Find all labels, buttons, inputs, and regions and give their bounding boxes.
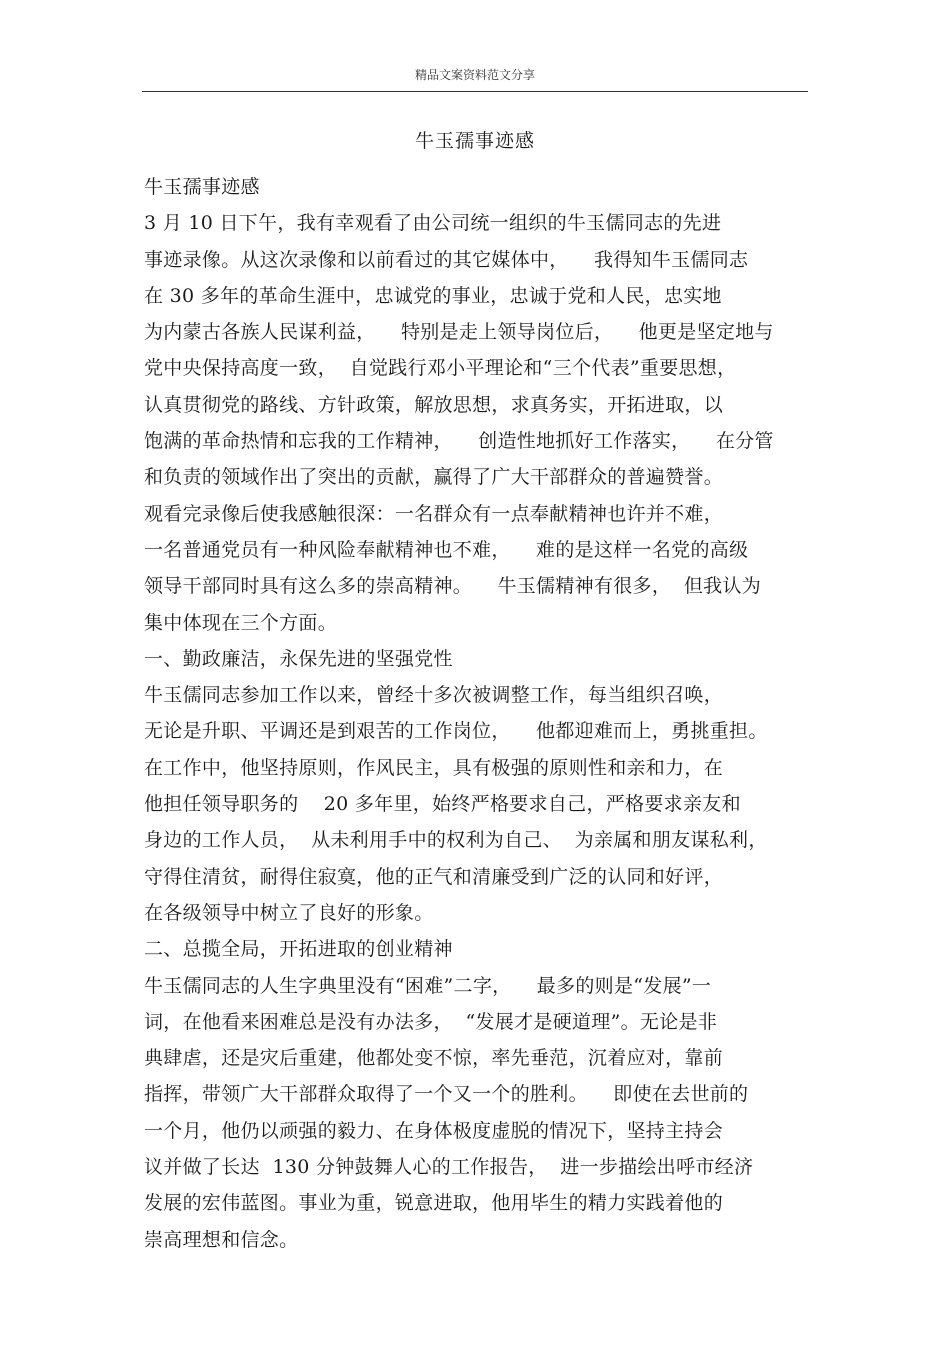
body-line: 崇高理想和信念。 xyxy=(144,1228,299,1251)
body-line: 观看完录像后使我感触很深：一名群众有一点奉献精神也许并不难， xyxy=(144,502,724,525)
body-line: 牛玉孺事迹感 xyxy=(144,176,260,198)
body-line: 集中体现在三个方面。 xyxy=(144,611,338,634)
section-heading: 一、勤政廉洁，永保先进的坚强党性 xyxy=(144,647,453,670)
body-line: 领导干部同时具有这么多的崇高精神。 牛玉儒精神有很多， 但我认为 xyxy=(144,575,762,598)
body-line: 牛玉儒同志的人生字典里没有“困难”二字， 最多的则是“发展”一 xyxy=(144,974,712,997)
body-line: 一名普通党员有一种风险奉献精神也不难， 难的是这样一名党的高级 xyxy=(144,538,749,561)
body-line: 发展的宏伟蓝图。事业为重，锐意进取，他用毕生的精力实践着他的 xyxy=(144,1192,724,1215)
body-line: 为内蒙古各族人民谋利益， 特别是走上领导岗位后， 他更是坚定地与 xyxy=(144,321,774,344)
document-body xyxy=(144,169,824,1258)
body-line: 议并做了长达 130 分钟鼓舞人心的工作报告， 进一步描绘出呼市经济 xyxy=(144,1156,754,1179)
document-title: 牛玉孺事迹感 xyxy=(414,130,535,152)
body-line: 一个月，他仍以顽强的毅力、在身体极度虚脱的情况下，坚持主持会 xyxy=(144,1119,724,1142)
body-line: 指挥，带领广大干部群众取得了一个又一个的胜利。 即使在去世前的 xyxy=(144,1083,749,1106)
body-line: 饱满的革命热情和忘我的工作精神， 创造性地抓好工作落实， 在分管 xyxy=(144,430,774,453)
body-line: 无论是升职、平调还是到艰苦的工作岗位， 他都迎难而上，勇挑重担。 xyxy=(144,720,768,743)
body-line: 牛玉儒同志参加工作以来，曾经十多次被调整工作，每当组织召唤， xyxy=(144,684,724,707)
body-line: 认真贯彻党的路线、方针政策，解放思想，求真务实，开拓进取，以 xyxy=(144,393,724,416)
body-line: 党中央保持高度一致， 自觉践行邓小平理论和“三个代表”重要思想， xyxy=(144,357,737,380)
body-line: 事迹录像。从这次录像和以前看过的其它媒体中， 我得知牛玉儒同志 xyxy=(144,248,749,271)
body-line: 在各级领导中树立了良好的形象。 xyxy=(144,901,434,924)
body-line: 和负责的领域作出了突出的贡献，赢得了广大干部群众的普遍赞誉。 xyxy=(144,466,724,489)
body-line: 他担任领导职务的 20 多年里，始终严格要求自己，严格要求亲友和 xyxy=(144,793,741,816)
section-heading: 二、总揽全局，开拓进取的创业精神 xyxy=(144,938,453,961)
page-header: 精品文案资料范文分享 xyxy=(414,68,535,82)
header-rule xyxy=(142,91,808,92)
body-line: 在工作中，他坚持原则，作风民主，具有极强的原则性和亲和力，在 xyxy=(144,756,724,779)
body-line: 在 30 多年的革命生涯中，忠诚党的事业，忠诚于党和人民，忠实地 xyxy=(144,284,722,307)
body-line: 守得住清贫，耐得住寂寞，他的正气和清廉受到广泛的认同和好评， xyxy=(144,865,724,888)
body-line: 身边的工作人员， 从未利用手中的权利为自己、 为亲属和朋友谋私利， xyxy=(144,829,768,852)
body-line: 3 月 10 日下午，我有幸观看了由公司统一组织的牛玉儒同志的先进 xyxy=(144,212,722,235)
body-line: 词，在他看来困难总是没有办法多， “发展才是硬道理”。无论是非 xyxy=(144,1010,718,1033)
body-line: 典肆虐，还是灾后重建，他都处变不惊，率先垂范，沉着应对，靠前 xyxy=(144,1047,724,1070)
